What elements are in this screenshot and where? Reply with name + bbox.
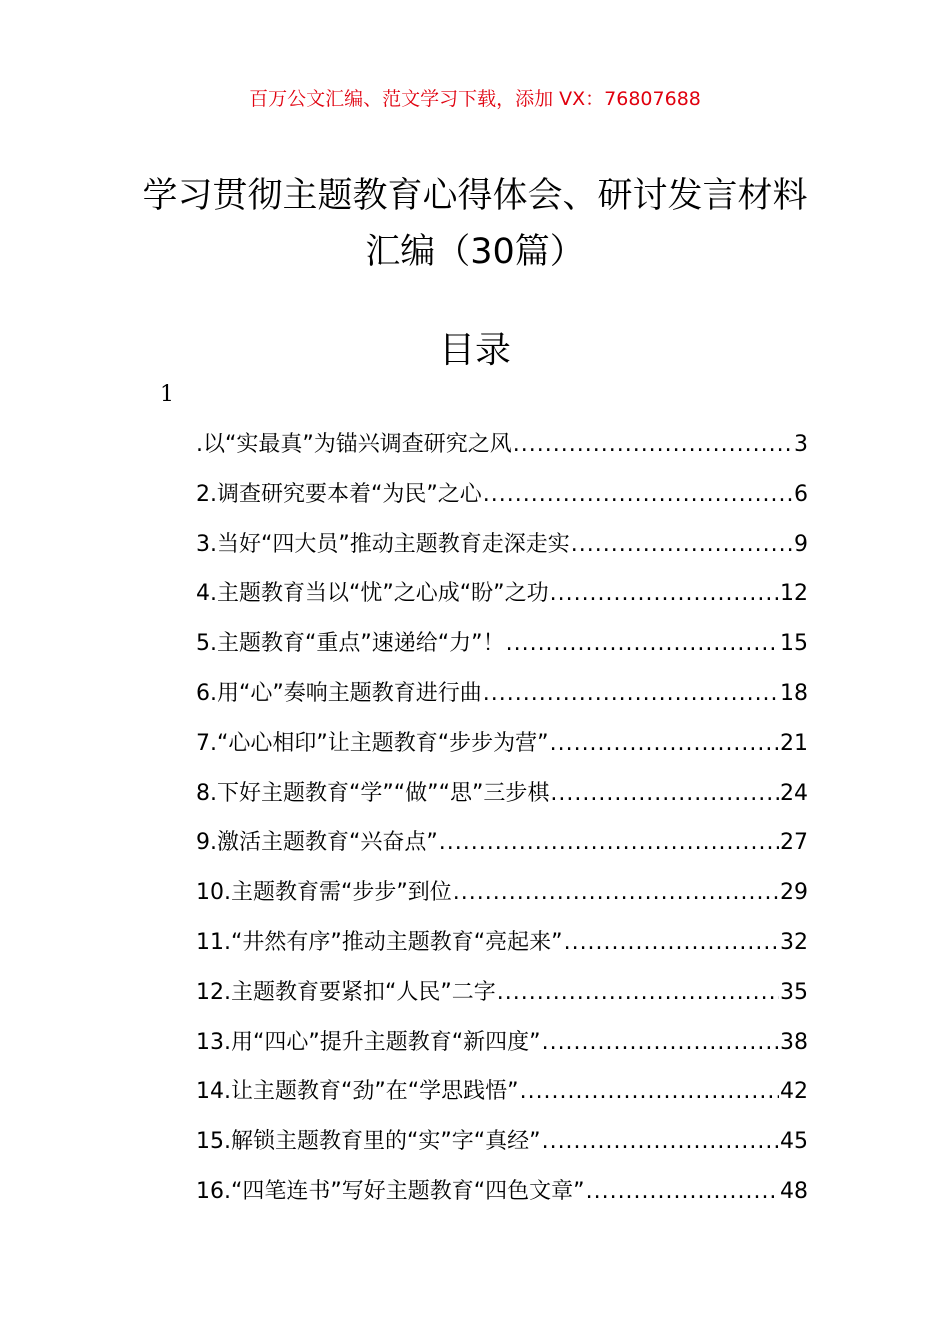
toc-entry-title: 8.下好主题教育“学”“做”“思”三步棋 [196,780,550,806]
toc-entry-title: 7.“心心相印”让主题教育“步步为营” [196,730,549,756]
toc-leader-dots [542,1117,779,1167]
toc-leader-dots [497,968,779,1018]
toc-entry[interactable] [196,669,808,719]
toc-entry-title: 12.主题教育要紧扣“人民”二字 [196,979,496,1005]
toc-entry-title: 16.“四笔连书”写好主题教育“四色文章” [196,1178,585,1204]
table-of-contents [196,420,808,1217]
toc-entry-page: 35 [780,979,808,1005]
toc-entry-page: 29 [780,880,808,906]
toc-entry-page: 24 [780,780,808,806]
toc-leader-dots [439,818,779,868]
watermark-header: 百万公文汇编、范文学习下载，添加 VX：76807688 [249,88,701,110]
toc-entry[interactable] [196,868,808,918]
page-marker: 1 [160,382,174,407]
toc-entry-page: 48 [780,1178,808,1204]
toc-entry-page: 21 [780,730,808,756]
toc-leader-dots [586,1167,779,1217]
toc-entry[interactable] [196,420,808,470]
toc-entry[interactable] [196,1067,808,1117]
toc-entry-page: 38 [780,1029,808,1055]
toc-entry[interactable] [196,918,808,968]
toc-entry-page: 12 [780,581,808,607]
toc-leader-dots [550,719,779,769]
toc-entry-title: 13.用“四心”提升主题教育“新四度” [196,1029,541,1055]
toc-leader-dots [483,669,779,719]
toc-entry[interactable] [196,968,808,1018]
toc-entry-page: 45 [780,1129,808,1155]
toc-entry-page: 18 [780,680,808,706]
toc-entry[interactable] [196,1117,808,1167]
toc-entry-page: 15 [780,631,808,657]
toc-entry[interactable] [196,1167,808,1217]
toc-entry[interactable] [196,619,808,669]
toc-entry-page: 6 [794,481,808,507]
toc-entry[interactable] [196,569,808,619]
toc-leader-dots [550,769,779,819]
toc-leader-dots [506,619,779,669]
toc-entry-title: 5.主题教育“重点”速递给“力”！ [196,631,505,657]
toc-entry[interactable] [196,719,808,769]
toc-entry-page: 3 [794,432,808,457]
toc-entry[interactable] [196,470,808,520]
toc-entry-page: 9 [794,531,808,557]
toc-entry[interactable] [196,818,808,868]
toc-leader-dots [542,1018,779,1068]
toc-leader-dots [564,918,779,968]
toc-leader-dots [550,569,779,619]
document-title: 学习贯彻主题教育心得体会、研讨发言材料汇编（30篇） [142,176,808,272]
toc-entry-title: .以“实最真”为锚兴调查研究之风 [196,432,512,457]
toc-leader-dots [453,868,779,918]
toc-entry-title: 15.解锁主题教育里的“实”字“真经” [196,1129,541,1155]
toc-heading: 目录 [438,330,511,371]
toc-leader-dots [483,470,793,520]
toc-entry-title: 10.主题教育需“步步”到位 [196,880,452,906]
toc-entry-title: 2.调查研究要本着“为民”之心 [196,481,482,507]
toc-leader-dots [520,1067,779,1117]
toc-entry[interactable] [196,520,808,570]
toc-entry-title: 4.主题教育当以“忧”之心成“盼”之功 [196,581,549,607]
toc-leader-dots [571,520,793,570]
toc-entry-title: 9.激活主题教育“兴奋点” [196,830,438,856]
toc-leader-dots [513,420,793,470]
toc-entry-title: 6.用“心”奏响主题教育进行曲 [196,680,482,706]
toc-entry-page: 42 [780,1079,808,1105]
toc-entry-title: 3.当好“四大员”推动主题教育走深走实 [196,531,570,557]
toc-entry-title: 14.让主题教育“劲”在“学思践悟” [196,1079,519,1105]
toc-entry-page: 27 [780,830,808,856]
toc-entry-title: 11.“井然有序”推动主题教育“亮起来” [196,929,563,955]
toc-entry-page: 32 [780,929,808,955]
toc-entry[interactable] [196,769,808,819]
toc-entry[interactable] [196,1018,808,1068]
